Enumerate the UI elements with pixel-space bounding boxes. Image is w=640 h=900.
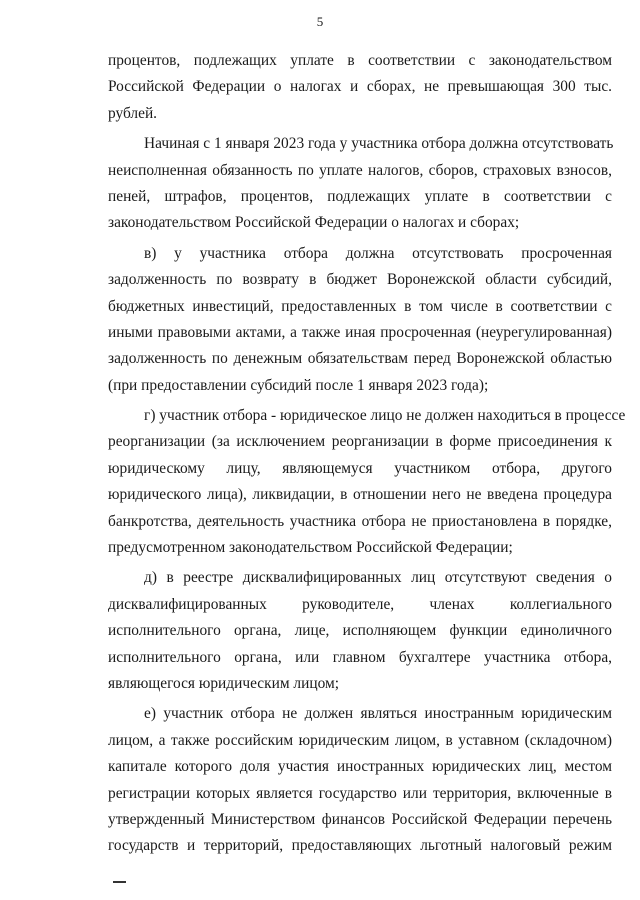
document-body bbox=[108, 48, 626, 860]
text-line: в) у участника отбора должна отсутствовать просроченная bbox=[144, 244, 612, 262]
text-line: Российской Федерации о налогах и сборах, не превышающая 300 тыс. bbox=[108, 78, 612, 96]
text-line: пеней, штрафов, процентов, подлежащих уплате в соответствии с bbox=[108, 187, 612, 205]
paragraph-item-d bbox=[108, 565, 612, 697]
text-line: реорганизации (за исключением реорганизации в форме присоединения к bbox=[108, 433, 612, 451]
paragraph-starting-2023 bbox=[108, 131, 612, 237]
paragraph-continuation bbox=[108, 48, 612, 127]
text-line: банкротства, деятельность участника отбора не приостановлена в порядке, bbox=[108, 512, 612, 530]
text-line: капитале которого доля участия иностранных юридических лиц, местом bbox=[108, 758, 612, 776]
text-line: задолженность по денежным обязательствам перед Воронежской областью bbox=[108, 350, 612, 368]
text-line: являющегося юридическим лицом; bbox=[108, 674, 340, 692]
text-line: юридическому лицу, являющемуся участником отбора, другого bbox=[108, 459, 612, 477]
paragraph-item-e bbox=[108, 701, 612, 859]
text-line: процентов, подлежащих уплате в соответствии с законодательством bbox=[108, 52, 612, 69]
text-line: законодательством Российской Федерации о налогах и сборах; bbox=[108, 214, 520, 232]
text-line: лицом, а также российским юридическим лицом, в уставном (складочном) bbox=[108, 731, 612, 749]
text-line: иными правовыми актами, а также иная просроченная (неурегулированная) bbox=[108, 323, 612, 341]
scan-artifact-mark bbox=[113, 881, 126, 883]
text-line: г) участник отбора - юридическое лицо не должен находиться в процессе bbox=[144, 407, 626, 425]
text-line: задолженность по возврату в бюджет Воронежской области субсидий, bbox=[108, 271, 612, 289]
text-line: исполнительного органа, лице, исполняющем функции единоличного bbox=[108, 622, 612, 640]
text-line: д) в реестре дисквалифицированных лиц отсутствуют сведения о bbox=[144, 569, 612, 587]
text-line: предусмотренном законодательством Российской Федерации; bbox=[108, 539, 513, 557]
text-line: исполнительного органа, или главном бухгалтере участника отбора, bbox=[108, 648, 612, 666]
paragraph-item-g bbox=[108, 403, 626, 561]
text-line: Начиная с 1 января 2023 года у участника отбора должна отсутствовать bbox=[144, 135, 614, 153]
text-line: бюджетных инвестиций, предоставленных в том числе в соответствии с bbox=[108, 297, 612, 315]
text-line: дисквалифицированных руководителе, членах коллегиального bbox=[108, 595, 612, 613]
text-line: неисполненная обязанность по уплате налогов, сборов, страховых взносов, bbox=[108, 161, 612, 179]
text-line: государств и территорий, предоставляющих льготный налоговый режим bbox=[108, 837, 612, 855]
text-line: рублей. bbox=[108, 104, 158, 122]
text-line: (при предоставлении субсидий после 1 января 2023 года); bbox=[108, 376, 489, 394]
paragraph-item-v bbox=[108, 241, 612, 399]
text-line: е) участник отбора не должен являться иностранным юридическим bbox=[144, 705, 612, 723]
page-number: 5 bbox=[316, 14, 324, 29]
text-line: утвержденный Министерством финансов Российской Федерации перечень bbox=[108, 810, 612, 828]
text-line: регистрации которых является государство или территория, включенные в bbox=[108, 784, 612, 802]
text-line: юридического лица), ликвидации, в отношении него не введена процедура bbox=[108, 486, 612, 504]
